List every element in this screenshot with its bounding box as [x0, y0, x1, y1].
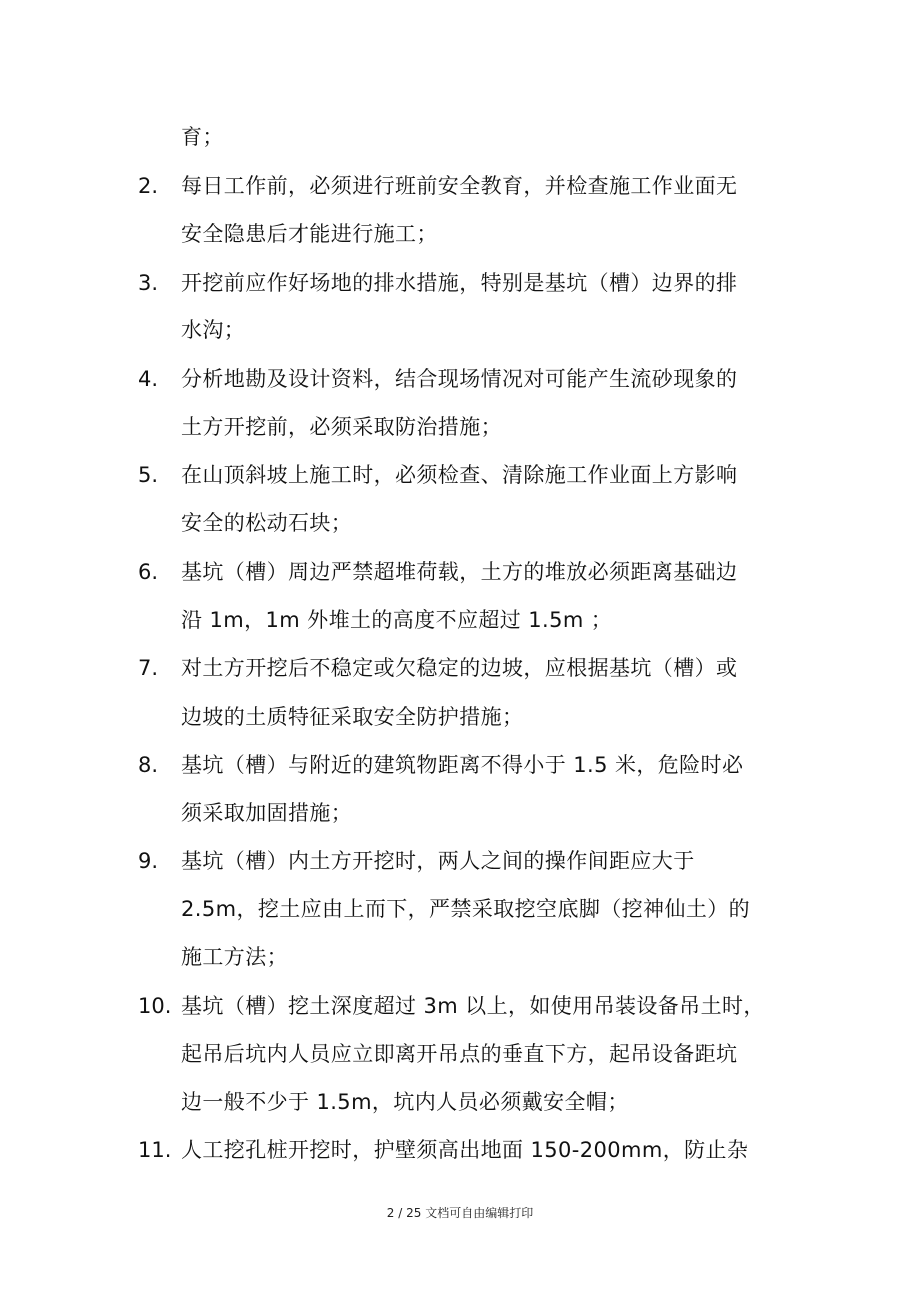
- item-text: 开挖前应作好场地的排水措施，特别是基坑（槽）边界的排: [181, 271, 738, 295]
- item-number: 11.: [138, 1138, 172, 1162]
- item-text: 边一般不少于 1.5m，坑内人员必须戴安全帽；: [181, 1090, 629, 1114]
- item-text: 每日工作前，必须进行班前安全教育，并检查施工作业面无: [181, 174, 738, 198]
- item-text: 沿 1m，1m 外堆土的高度不应超过 1.5m ；: [181, 608, 613, 632]
- item-number: 9.: [138, 849, 159, 873]
- item-text: 起吊后坑内人员应立即离开吊点的垂直下方，起吊设备距坑: [181, 1042, 738, 1066]
- item-text: 育；: [181, 125, 224, 149]
- item-text: 安全隐患后才能进行施工；: [181, 222, 438, 246]
- item-number: 5.: [138, 463, 159, 487]
- item-text: 安全的松动石块；: [181, 511, 353, 535]
- item-number: 8.: [138, 753, 159, 777]
- item-text: 须采取加固措施；: [181, 801, 353, 825]
- item-text: 2.5m，挖土应由上而下，严禁采取挖空底脚（挖神仙土）的: [181, 897, 751, 921]
- page-footer: 2 / 25 文档可自由编辑打印: [386, 1206, 534, 1220]
- item-text: 土方开挖前，必须采取防治措施；: [181, 415, 502, 439]
- item-text: 在山顶斜坡上施工时，必须检查、清除施工作业面上方影响: [181, 463, 738, 487]
- item-text: 基坑（槽）与附近的建筑物距离不得小于 1.5 米，危险时必: [181, 753, 744, 777]
- item-text: 施工方法；: [181, 945, 288, 969]
- item-text: 基坑（槽）内土方开挖时，两人之间的操作间距应大于: [181, 849, 695, 873]
- item-text: 分析地勘及设计资料，结合现场情况对可能产生流砂现象的: [181, 367, 738, 391]
- item-number: 10.: [138, 994, 172, 1018]
- item-text: 人工挖孔桩开挖时，护壁须高出地面 150-200mm，防止杂: [181, 1138, 749, 1162]
- item-text: 边坡的土质特征采取安全防护措施；: [181, 705, 524, 729]
- item-number: 4.: [138, 367, 159, 391]
- item-text: 基坑（槽）挖土深度超过 3m 以上，如使用吊装设备吊土时，: [181, 994, 765, 1018]
- item-number: 3.: [138, 271, 159, 295]
- item-text: 对土方开挖后不稳定或欠稳定的边坡，应根据基坑（槽）或: [181, 656, 738, 680]
- item-number: 7.: [138, 656, 159, 680]
- item-text: 基坑（槽）周边严禁超堆荷载，土方的堆放必须距离基础边: [181, 560, 738, 584]
- item-number: 2.: [138, 174, 159, 198]
- item-number: 6.: [138, 560, 159, 584]
- item-text: 水沟；: [181, 318, 246, 342]
